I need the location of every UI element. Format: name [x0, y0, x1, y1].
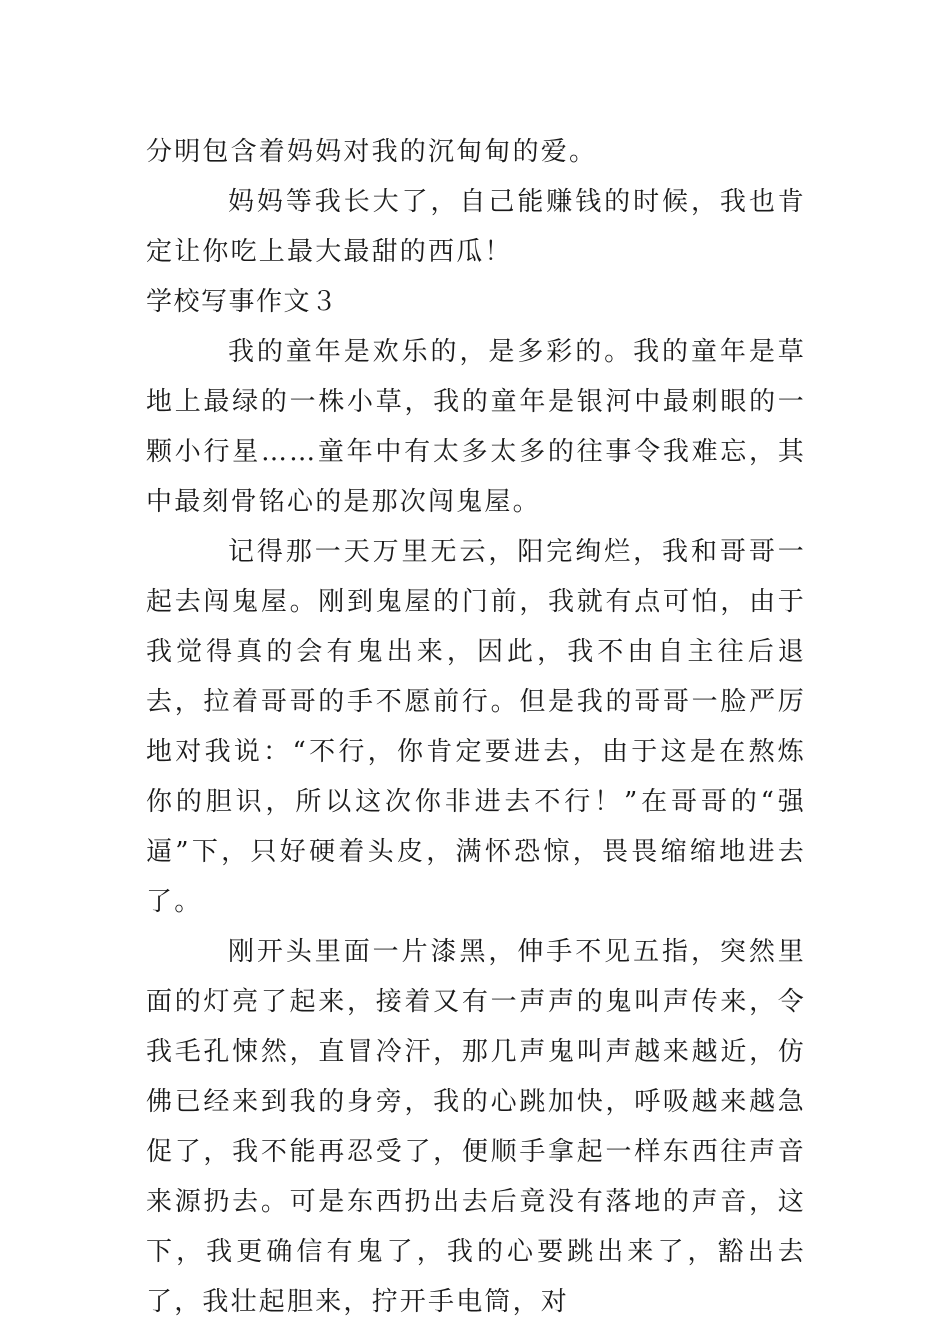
document-body: [146, 127, 806, 1327]
section-paragraph-3: 刚开头里面一片漆黑，伸手不见五指，突然里面的灯亮了起来，接着又有一声声的鬼叫声传来，令我毛孔悚然，直冒冷汗，那几声鬼叫声越来越近，仿佛已经来到我的身旁，我的心跳加快，呼吸越来越急促了，我不能再忍受了，便顺手拿起一样东西往声音来源扔去。可是东西扔出去后竟没有落地的声音，这下，我更确信有鬼了，我的心要跳出来了，豁出去了，我壮起胆来，拧开手电筒，对: [146, 937, 806, 1317]
section-paragraph-1: 我的童年是欢乐的，是多彩的。我的童年是草地上最绿的一株小草，我的童年是银河中最刺眼的一颗小行星……童年中有太多太多的往事令我难忘，其中最刻骨铭心的是那次闯鬼屋。: [146, 337, 806, 517]
paragraph-1: 分明包含着妈妈对我的沉甸甸的爱。: [146, 137, 598, 167]
section-paragraph-2: 记得那一天万里无云，阳完绚烂，我和哥哥一起去闯鬼屋。刚到鬼屋的门前，我就有点可怕，由于我觉得真的会有鬼出来，因此，我不由自主往后退去，拉着哥哥的手不愿前行。但是我的哥哥一脸严厉地对我说：“不行，你肯定要进去，由于这是在熬炼你的胆识，所以这次你非进去不行！”在哥哥的“强逼”下，只好硬着头皮，满怀恐惊，畏畏缩缩地进去了。: [146, 537, 806, 917]
paragraph-2: 妈妈等我长大了，自己能赚钱的时候，我也肯定让你吃上最大最甜的西瓜！: [146, 187, 806, 267]
section-title: 学校写事作文３: [146, 287, 339, 317]
